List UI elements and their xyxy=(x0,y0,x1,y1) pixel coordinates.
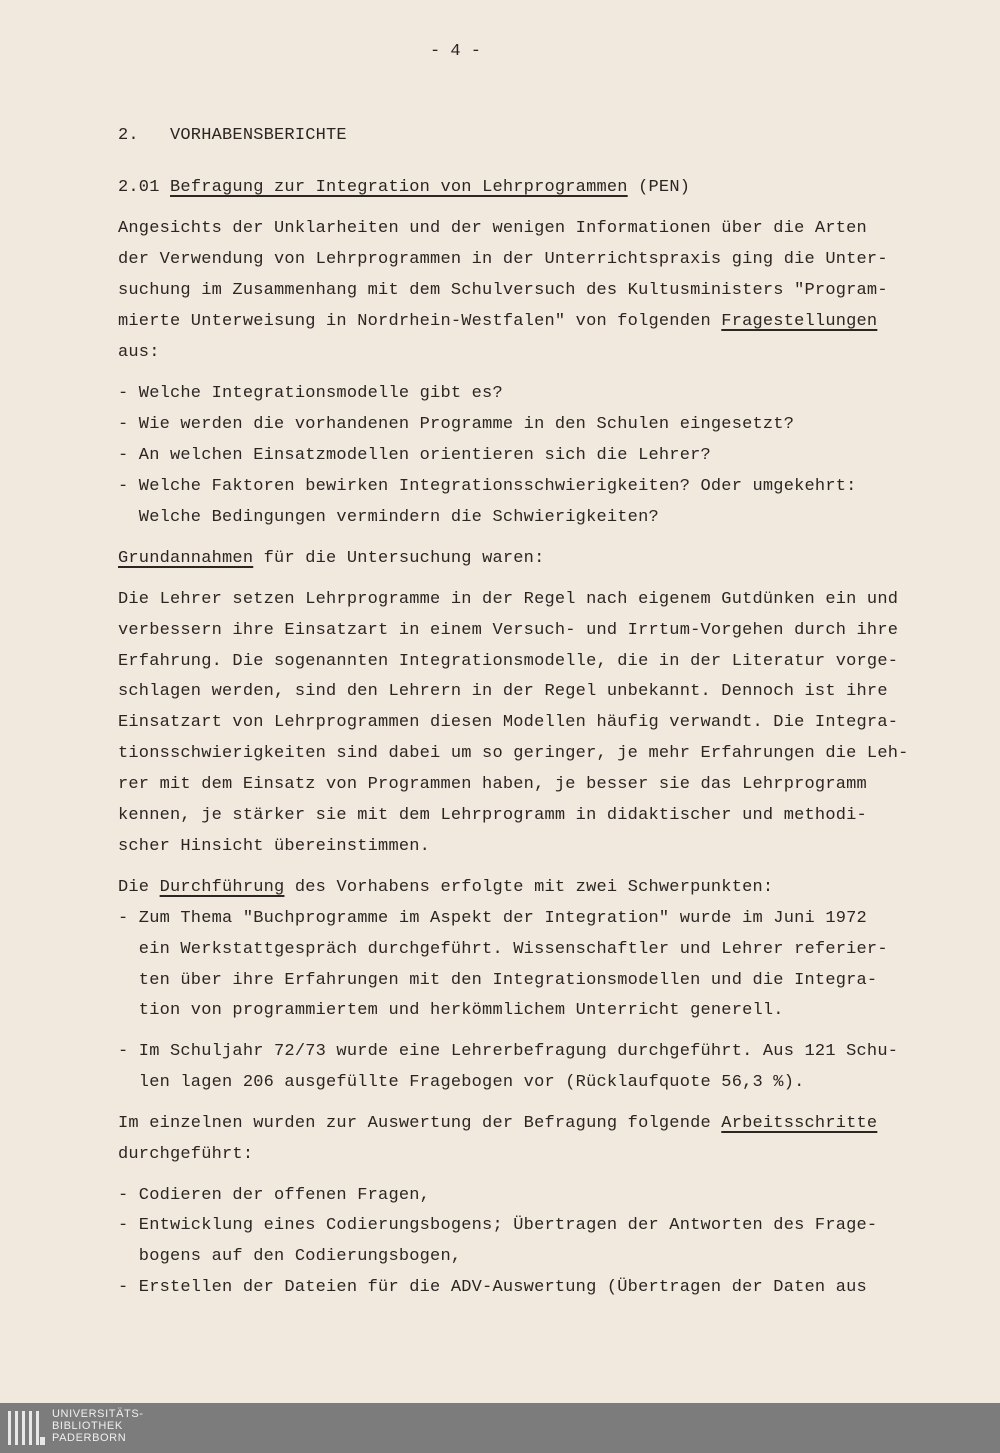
steps-item: - Codieren der offenen Fragen, xyxy=(118,1186,431,1205)
section-heading: 2. VORHABENSBERICHTE xyxy=(118,126,347,145)
subsection-code: (PEN) xyxy=(638,178,691,197)
assumptions-line: kennen, je stärker sie mit dem Lehrprogramm in didaktischer und methodi- xyxy=(118,806,867,825)
steps-item: bogens auf den Codierungsbogen, xyxy=(118,1247,462,1266)
library-footer xyxy=(0,1403,1000,1453)
steps-item: - Erstellen der Dateien für die ADV-Auswertung (Übertragen der Daten aus xyxy=(118,1278,867,1297)
steps-heading xyxy=(118,1114,877,1134)
assumptions-line: rer mit dem Einsatz von Programmen haben, je besser sie das Lehrprogramm xyxy=(118,775,867,794)
intro-line xyxy=(118,312,877,332)
assumptions-heading xyxy=(118,549,544,569)
question-item: - Welche Integrationsmodelle gibt es? xyxy=(118,384,503,403)
steps-item: - Entwicklung eines Codierungsbogens; Übertragen der Antworten des Frage- xyxy=(118,1216,878,1235)
logo-line: BIBLIOTHEK xyxy=(52,1420,123,1432)
execution-heading-text: des Vorhabens erfolgte mit zwei Schwerpunkten: xyxy=(284,878,774,897)
intro-line: suchung im Zusammenhang mit dem Schulversuch des Kultusministers "Program- xyxy=(118,281,888,300)
assumptions-heading-text: für die Untersuchung waren: xyxy=(253,549,545,568)
page-number: - 4 - xyxy=(430,42,482,61)
fragestellungen-term: Fragestellungen xyxy=(721,312,878,331)
execution-item: - Im Schuljahr 72/73 wurde eine Lehrerbefragung durchgeführt. Aus 121 Schu- xyxy=(118,1042,899,1061)
assumptions-line: verbessern ihre Einsatzart in einem Versuch- und Irrtum-Vorgehen durch ihre xyxy=(118,621,899,640)
arbeitsschritte-term: Arbeitsschritte xyxy=(721,1114,878,1133)
assumptions-line: Erfahrung. Die sogenannten Integrationsmodelle, die in der Literatur vorge- xyxy=(118,652,899,671)
execution-item: tion von programmiertem und herkömmlichem Unterricht generell. xyxy=(118,1001,784,1020)
assumptions-line: schlagen werden, sind den Lehrern in der Regel unbekannt. Dennoch ist ihre xyxy=(118,682,888,701)
steps-heading-text: Im einzelnen wurden zur Auswertung der Befragung folgende xyxy=(118,1114,722,1133)
intro-line-text: mierte Unterweisung in Nordrhein-Westfalen" von folgenden xyxy=(118,312,722,331)
execution-item: len lagen 206 ausgefüllte Fragebogen vor (Rücklaufquote 56,3 %). xyxy=(118,1073,805,1092)
question-item: - An welchen Einsatzmodellen orientieren sich die Lehrer? xyxy=(118,446,711,465)
execution-item: ten über ihre Erfahrungen mit den Integrationsmodellen und die Integra- xyxy=(118,971,878,990)
assumptions-line: scher Hinsicht übereinstimmen. xyxy=(118,837,431,856)
durchfuehrung-term: Durchführung xyxy=(159,878,285,897)
intro-line: Angesichts der Unklarheiten und der wenigen Informationen über die Arten xyxy=(118,219,867,238)
intro-line: aus: xyxy=(118,343,160,362)
execution-heading-pre: Die xyxy=(118,878,160,897)
library-logo-text xyxy=(52,1408,144,1444)
logo-line: UNIVERSITÄTS- xyxy=(52,1408,144,1420)
subsection-heading xyxy=(118,178,690,198)
library-logo-icon xyxy=(6,1407,46,1449)
execution-item: ein Werkstattgespräch durchgeführt. Wissenschaftler und Lehrer referier- xyxy=(118,940,888,959)
intro-line: der Verwendung von Lehrprogrammen in der Unterrichtspraxis ging die Unter- xyxy=(118,250,888,269)
question-item: - Wie werden die vorhandenen Programme in den Schulen eingesetzt? xyxy=(118,415,795,434)
logo-line: PADERBORN xyxy=(52,1432,127,1444)
assumptions-line: Einsatzart von Lehrprogrammen diesen Modellen häufig verwandt. Die Integra- xyxy=(118,713,899,732)
subsection-title: Befragung zur Integration von Lehrprogrammen xyxy=(170,178,628,197)
assumptions-line: Die Lehrer setzen Lehrprogramme in der Regel nach eigenem Gutdünken ein und xyxy=(118,590,899,609)
subsection-number: 2.01 xyxy=(118,178,160,197)
steps-heading-line2: durchgeführt: xyxy=(118,1145,254,1164)
execution-item: - Zum Thema "Buchprogramme im Aspekt der Integration" wurde im Juni 1972 xyxy=(118,909,867,928)
assumptions-line: tionsschwierigkeiten sind dabei um so geringer, je mehr Erfahrungen die Leh- xyxy=(118,744,909,763)
grundannahmen-term: Grundannahmen xyxy=(118,549,254,568)
question-item: Welche Bedingungen vermindern die Schwierigkeiten? xyxy=(118,508,659,527)
execution-heading xyxy=(118,878,773,898)
question-item: - Welche Faktoren bewirken Integrationsschwierigkeiten? Oder umgekehrt: xyxy=(118,477,857,496)
